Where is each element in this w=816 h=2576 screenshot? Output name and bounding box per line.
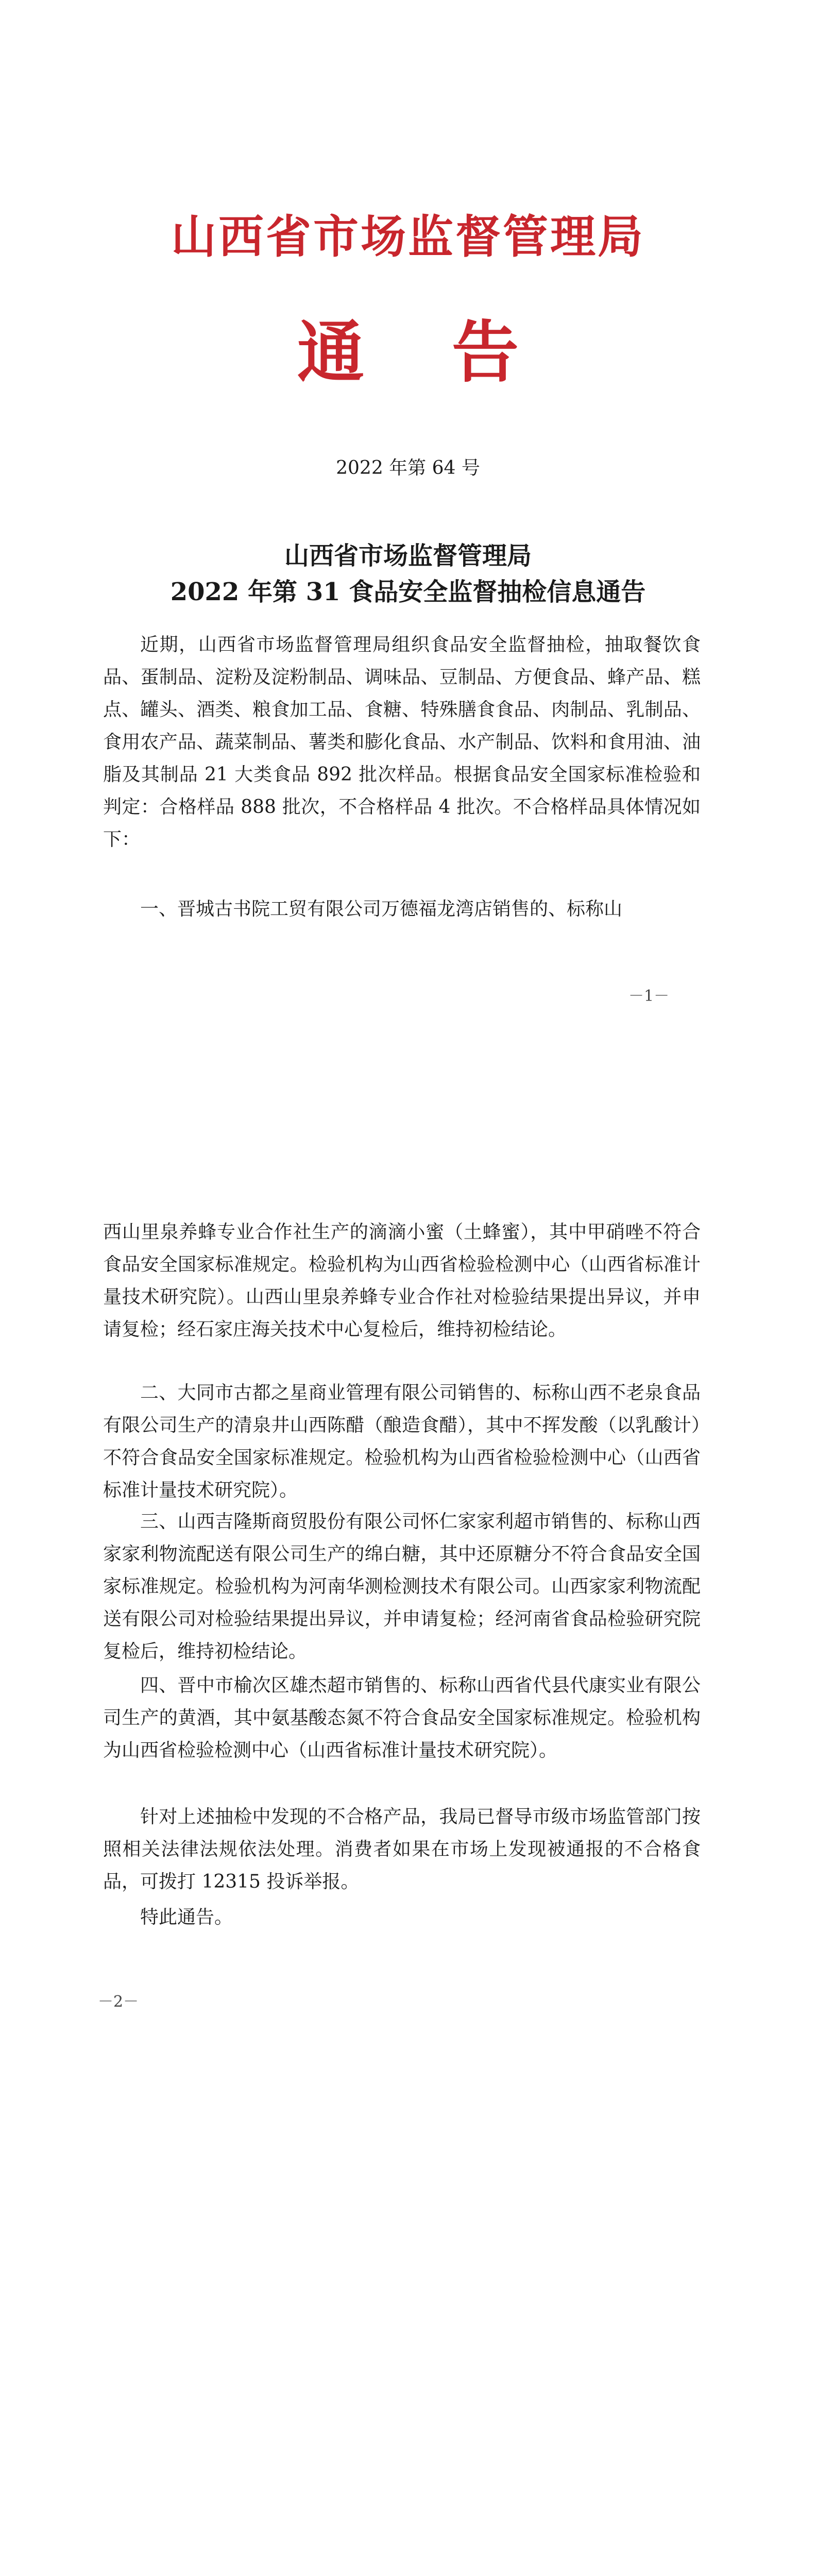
page2-paragraph-item3: 三、山西吉隆斯商贸股份有限公司怀仁家家利超市销售的、标称山西家家利物流配送有限公司生产的绵白糖，其中还原糖分不符合食品安全国家标准规定。检验机构为河南华测检测技术有限公司。山西家家利物流配送有限公司对检验结果提出异议，并申请复检；经河南省食品检验研究院复检后，维持初检结论。 [103,1511,701,1662]
header-notice-word: 通告 [297,313,606,392]
page2-paragraph-item4: 四、晋中市榆次区雄杰超市销售的、标称山西省代县代康实业有限公司生产的黄酒，其中氨基酸态氮不符合食品安全国家标准规定。检验机构为山西省检验检测中心（山西省标准计量技术研究院）。 [103,1675,701,1761]
page1-paragraph-item1-start: 一、晋城古书院工贸有限公司万德福龙湾店销售的、标称山 [140,899,623,920]
page1-paragraph-intro: 近期，山西省市场监督管理局组织食品安全监督抽检，抽取餐饮食品、蛋制品、淀粉及淀粉制品、调味品、豆制品、方便食品、蜂产品、糕点、罐头、酒类、粮食加工品、食糖、特殊膳食食品、肉制品、乳制品、食用农产品、蔬菜制品、薯类和膨化食品、水产制品、饮料和食用油、油脂及其制品 21 大类食品 892 批次样品。根据食品安全国家标准检验和判定：合格样品 888 批次，不合格样品 4 批次。不合格样品具体情况如下： [103,634,701,850]
document-number: 2022 年第 64 号 [336,457,480,479]
page2-paragraph-item1-cont: 西山里泉养蜂专业合作社生产的滴滴小蜜（土蜂蜜），其中甲硝唑不符合食品安全国家标准规定。检验机构为山西省检验检测中心（山西省标准计量技术研究院）。山西山里泉养蜂专业合作社对检验结果提出异议，并申请复检；经石家庄海关技术中心复检后，维持初检结论。 [103,1222,701,1340]
page-number-2: －2－ [98,1993,139,2011]
page-number-1: －1－ [628,987,670,1005]
notice-title-line1: 山西省市场监督管理局 [284,541,532,570]
page2-paragraph-closing: 特此通告。 [140,1907,233,1928]
header-org-name: 山西省市场监督管理局 [171,210,645,263]
page2-paragraph-handling: 针对上述抽检中发现的不合格产品，我局已督导市级市场监管部门按照相关法律法规依法处理。消费者如果在市场上发现被通报的不合格食品，可拨打 12315 投诉举报。 [103,1806,701,1892]
page2-paragraph-item2: 二、大同市古都之星商业管理有限公司销售的、标称山西不老泉食品有限公司生产的清泉井山西陈醋（酿造食醋），其中不挥发酸（以乳酸计）不符合食品安全国家标准规定。检验机构为山西省检验检测中心（山西省标准计量技术研究院）。 [103,1382,701,1501]
notice-title-line2: 2022 年第 31 食品安全监督抽检信息通告 [170,578,646,606]
